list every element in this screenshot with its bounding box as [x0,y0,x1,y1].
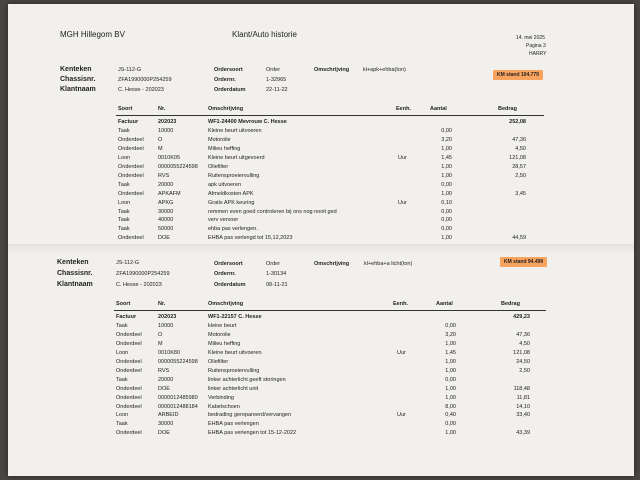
cell-nr: DOE [158,430,170,437]
cell-bedrag: 24,50 [516,358,530,365]
cell-soort: Onderdeel [118,136,144,143]
col-header-soort: Soort [118,106,133,112]
cell-aantal: 1,45 [441,154,452,161]
cell-nr: 30000 [158,208,174,215]
cell-omschrijving: EHBA pas verlengen [208,421,259,428]
cell-omschrijving: EHBA pas verlengen tot 15-12-2022 [208,430,297,437]
cell-omschrijving: linker achterlicht geeft storingen [208,376,286,383]
cell-nr: DOE [158,235,170,242]
cell-aantal: 1,00 [445,430,456,437]
cell-bedrag: 33,40 [516,412,530,419]
cell-soort: Onderdeel [116,394,142,401]
ordersoort-value: Order [266,261,281,267]
table-header-rule [114,310,546,311]
cell-soort: Taak [116,322,128,329]
cell-nr: ARBEID [158,412,179,419]
cell-soort: Taak [116,376,128,383]
cell-soort: Factuur [118,119,139,125]
col-header-aantal: Aantal [436,301,453,307]
cell-soort: Onderdeel [116,331,142,338]
cell-bedrag: 28,57 [512,163,526,170]
cell-aantal: 0,00 [441,208,452,215]
cell-bedrag: 252,08 [509,119,526,125]
chassisnr-value: ZFA1990000P254259 [116,271,170,277]
cell-nr: 202023 [158,119,177,125]
cell-soort: Onderdeel [118,190,144,197]
cell-soort: Taak [118,226,130,233]
label-ordersoort: Ordersoort [214,67,243,73]
klantnaam-value: C. Hesse - 202023 [116,282,162,288]
cell-omschrijving: Afmeldkosten APK [208,190,254,197]
cell-soort: Onderdeel [116,385,142,392]
cell-omschrijving: ehba pas verlengen. [208,226,258,233]
cell-eenh: Uur [398,154,407,161]
cell-aantal: 0,00 [445,322,456,329]
cell-nr: APKAFM [158,190,181,197]
cell-aantal: 1,00 [441,145,452,152]
cell-aantal: 0,00 [441,181,452,188]
cell-omschrijving: WF1-22157 C. Hesse [208,314,262,320]
label-orderdatum: Orderdatum [214,282,246,288]
col-header-bedrag: Bedrag [501,301,520,307]
cell-omschrijving: Milieu heffing [208,340,241,347]
cell-nr: 10000 [158,322,174,329]
omschrijving-value: kl+apk+ehba(ton) [363,67,406,73]
cell-soort: Taak [116,421,128,428]
cell-bedrag: 4,50 [519,340,530,347]
cell-soort: Loon [118,199,131,206]
cell-nr: 20000 [158,376,174,383]
cell-aantal: 3,20 [445,331,456,338]
km-stand-badge: KM stand 104.779 [493,70,543,80]
label-klantnaam: Klantnaam [57,281,93,288]
cell-bedrag: 429,23 [513,314,530,320]
ordernr-value: 1-32965 [266,77,287,83]
klantnaam-value: C. Hesse - 202023 [118,87,164,93]
ordernr-value: 1-30134 [266,271,287,277]
page-number: Pagina 3 [526,43,546,49]
cell-nr: DOE [158,385,170,392]
cell-bedrag: 47,36 [512,136,526,143]
col-header-bedrag: Bedrag [498,106,517,112]
cell-omschrijving: Motorolie [208,136,231,143]
cell-soort: Onderdeel [116,358,142,365]
cell-omschrijving: Oliefilter [208,163,229,170]
cell-omschrijving: Kleine beurt uitvoeren [208,349,262,356]
col-header-nr: Nr. [158,301,166,307]
cell-aantal: 1,00 [441,235,452,242]
cell-omschrijving: WF1-24400 Mevrouw C. Hesse [208,119,287,125]
company-name: MGH Hillegom BV [60,30,125,39]
label-ordernr: Ordernr. [214,271,236,277]
cell-omschrijving: apk uitvoeren [208,181,242,188]
cell-nr: M [158,340,163,347]
orderdatum-value: 22-11-22 [266,87,288,93]
cell-aantal: 1,45 [445,349,456,356]
cell-nr: 10000 [158,127,174,134]
cell-aantal: 1,00 [445,358,456,365]
cell-soort: Loon [116,349,129,356]
cell-nr: 0000012488184 [158,403,198,410]
cell-bedrag: 47,36 [516,331,530,338]
table-header-rule [116,115,544,116]
cell-aantal: 1,00 [441,163,452,170]
cell-nr: 30000 [158,421,174,428]
cell-nr: RVS [158,172,170,179]
chassisnr-value: ZFA1990000P254259 [118,77,172,83]
cell-nr: 0000055224598 [158,358,198,365]
cell-aantal: 0,00 [441,217,452,224]
cell-bedrag: 14,10 [516,403,530,410]
cell-bedrag: 3,45 [515,190,526,197]
label-chassisnr: Chassisnr. [60,76,96,83]
document-page [8,4,634,476]
user-name: HARRY [529,51,547,57]
cell-omschrijving: Motorolie [208,331,231,338]
cell-omschrijving: bedrading gerepareerd/vervangen [208,412,292,419]
cell-aantal: 1,00 [441,172,452,179]
cell-bedrag: 2,50 [515,172,526,179]
cell-nr: M [158,145,163,152]
cell-soort: Taak [118,208,130,215]
col-header-soort: Soort [116,301,131,307]
cell-nr: 50000 [158,226,174,233]
col-header-omschrijving: Omschrijving [208,106,244,112]
label-omschrijving: Omschrijving [314,67,350,73]
cell-omschrijving: Kleine beurt uitgevoerd [208,154,265,161]
cell-aantal: 1,00 [441,190,452,197]
cell-soort: Onderdeel [118,172,144,179]
cell-soort: Onderdeel [118,163,144,170]
cell-nr: O [158,331,163,338]
report-title: Klant/Auto historie [232,30,297,39]
cell-soort: Onderdeel [118,145,144,152]
cell-soort: Taak [118,127,130,134]
km-stand-badge: KM stand 94.499 [500,257,547,267]
cell-omschrijving: Kleine beurt uitvoeren [208,127,262,134]
cell-soort: Factuur [116,314,137,320]
cell-nr: APKG [158,199,174,206]
cell-aantal: 0,00 [441,226,452,233]
cell-bedrag: 43,39 [516,430,530,437]
cell-aantal: 8,00 [445,403,456,410]
cell-omschrijving: Milieu heffing [208,145,241,152]
cell-soort: Onderdeel [116,403,142,410]
cell-omschrijving: Oliefilter [208,358,229,365]
label-ordersoort: Ordersoort [214,261,243,267]
paper-fold [8,244,634,254]
cell-bedrag: 118,48 [513,385,530,392]
cell-aantal: 0,40 [445,412,456,419]
col-header-eenh: Eenh. [393,301,408,307]
cell-aantal: 0,00 [445,421,456,428]
cell-nr: 202023 [158,314,177,320]
label-chassisnr: Chassisnr. [57,270,93,277]
cell-nr: 0000012485980 [158,394,198,401]
col-header-aantal: Aantal [430,106,447,112]
cell-omschrijving: linker achterlicht unit [208,385,259,392]
cell-soort: Taak [118,217,130,224]
cell-eenh: Uur [397,349,406,356]
kenteken-value: JS-112-G [118,67,142,73]
cell-bedrag: 4,50 [515,145,526,152]
cell-aantal: 1,00 [445,367,456,374]
cell-omschrijving: Ruitensproeiervulling [208,172,260,179]
col-header-eenh: Eenh. [396,106,411,112]
cell-soort: Onderdeel [116,367,142,374]
label-klantnaam: Klantnaam [60,86,96,93]
cell-omschrijving: kleine beurt [208,322,237,329]
cell-omschrijving: EHBA pas verlengd tot 15,12,2023 [208,235,293,242]
label-kenteken: Kenteken [57,259,89,266]
cell-soort: Onderdeel [116,430,142,437]
cell-aantal: 1,00 [445,385,456,392]
kenteken-value: JS-112-G [116,260,140,266]
orderdatum-value: 08-11-21 [266,282,288,288]
cell-omschrijving: Gratis APK keuring [208,199,255,206]
cell-bedrag: 121,08 [509,154,526,161]
cell-soort: Loon [118,154,131,161]
cell-omschrijving: Kabelschoen [208,403,240,410]
ordersoort-value: Order [266,67,281,73]
cell-aantal: 0,00 [441,127,452,134]
col-header-nr: Nr. [158,106,166,112]
label-orderdatum: Orderdatum [214,87,246,93]
cell-aantal: 3,20 [441,136,452,143]
cell-bedrag: 2,50 [519,367,530,374]
cell-nr: O [158,136,163,143]
cell-soort: Onderdeel [118,235,144,242]
cell-bedrag: 44,59 [512,235,526,242]
cell-nr: 40000 [158,217,174,224]
cell-omschrijving: remmen even goed controleren bij ons nog nooit ged [208,208,337,215]
col-header-omschrijving: Omschrijving [208,301,244,307]
cell-soort: Taak [118,181,130,188]
cell-aantal: 0,10 [441,199,452,206]
cell-nr: 0000055224598 [158,163,198,170]
cell-nr: 0010K05 [158,154,181,161]
label-ordernr: Ordernr. [214,77,236,83]
cell-nr: RVS [158,367,170,374]
cell-nr: 0010K80 [158,349,181,356]
cell-aantal: 1,00 [445,394,456,401]
cell-nr: 20000 [158,181,174,188]
label-omschrijving: Omschrijving [314,261,350,267]
omschrijving-value: kl+ehba+a licht(ton) [364,261,413,267]
cell-eenh: Uur [397,412,406,419]
cell-soort: Onderdeel [116,340,142,347]
cell-omschrijving: Ruitensproeiervulling [208,367,260,374]
label-kenteken: Kenteken [60,66,92,73]
cell-omschrijving: Verbinding [208,394,234,401]
cell-bedrag: 11,81 [516,394,530,401]
cell-bedrag: 121,08 [513,349,530,356]
cell-eenh: Uur [398,199,407,206]
cell-aantal: 1,00 [445,340,456,347]
cell-aantal: 0,00 [445,376,456,383]
cell-soort: Loon [116,412,129,419]
report-date: 14. mei 2025 [516,35,545,41]
cell-omschrijving: verv vervoer [208,217,239,224]
